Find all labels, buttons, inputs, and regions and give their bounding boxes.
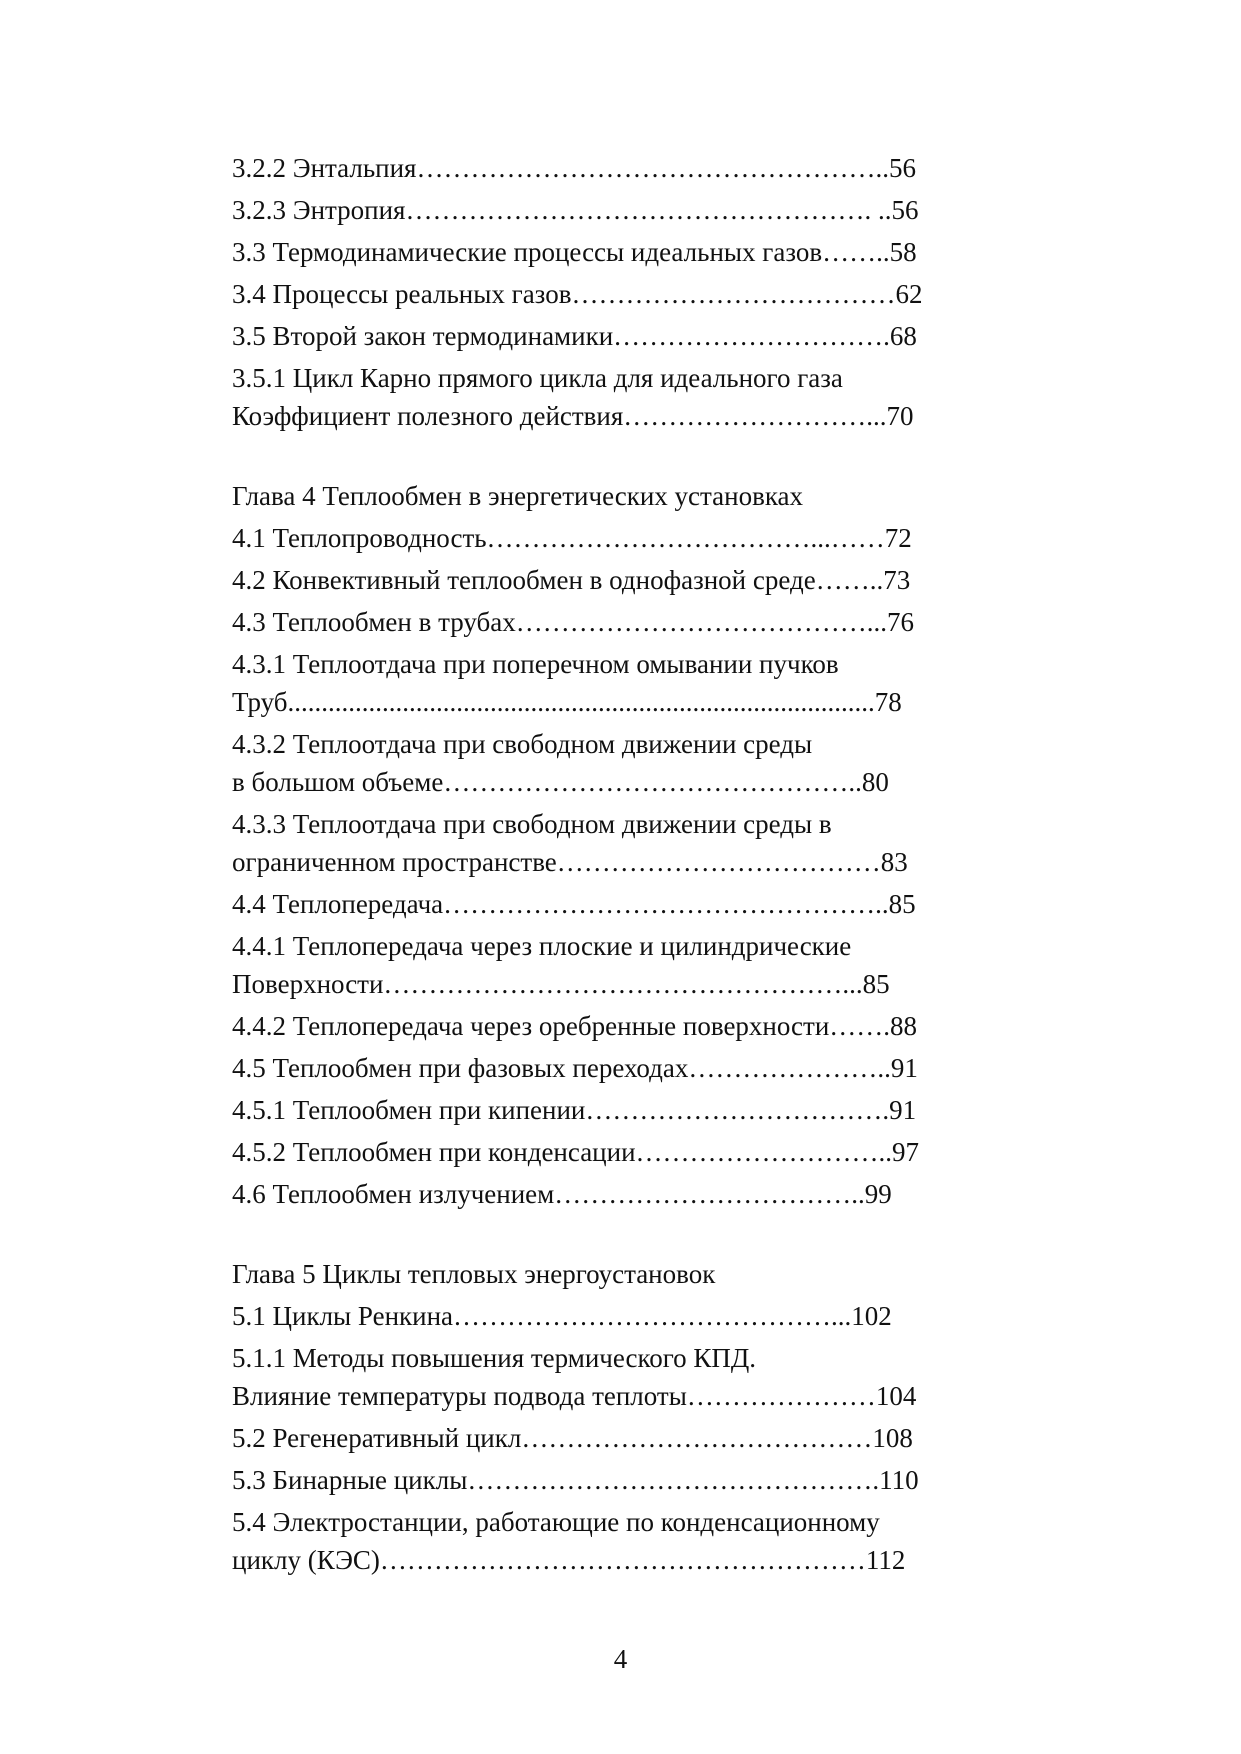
toc-entry: 4.3.2 Теплоотдача при свободном движении среды <box>232 729 813 759</box>
toc-entry-continuation: Коэффициент полезного действия………………………...70 <box>232 401 914 431</box>
toc-entry: 4.4.1 Теплопередача через плоские и цилиндрические <box>232 931 852 961</box>
toc-entry: 5.2 Регенеративный цикл…………………………………108 <box>232 1423 913 1453</box>
toc-entry: 4.2 Конвективный теплообмен в однофазной среде……..73 <box>232 565 911 595</box>
toc-entry: 4.4 Теплопередача…………………………………………..85 <box>232 889 916 919</box>
toc-entry: 3.3 Термодинамические процессы идеальных газов……..58 <box>232 237 917 267</box>
toc-entry: 4.6 Теплообмен излучением……………………………..99 <box>232 1179 892 1209</box>
toc-entry-continuation: циклу (КЭС)………………………………………………112 <box>232 1545 906 1575</box>
toc-entry: 4.3.1 Теплоотдача при поперечном омывании пучков <box>232 649 839 679</box>
toc-entry: 3.2.3 Энтропия……………………………………………. ..56 <box>232 195 919 225</box>
toc-entry-continuation: ограниченном пространстве………………………………83 <box>232 847 908 877</box>
toc-entry-continuation: Поверхности……………………………………………...85 <box>232 969 890 999</box>
toc-entry: 3.5.1 Цикл Карно прямого цикла для идеального газа <box>232 363 843 393</box>
toc-entry: 4.4.2 Теплопередача через оребренные поверхности…….88 <box>232 1011 918 1041</box>
toc-entry: 5.1 Циклы Ренкина……………………………………...102 <box>232 1301 892 1331</box>
toc-entry: 4.5 Теплообмен при фазовых переходах…………………..91 <box>232 1053 918 1083</box>
toc-entry: 3.4 Процессы реальных газов………………………………62 <box>232 279 923 309</box>
page-number: 4 <box>613 1644 628 1674</box>
toc-chapter-heading: Глава 4 Теплообмен в энергетических установках <box>232 481 804 511</box>
toc-entry: 4.3.3 Теплоотдача при свободном движении среды в <box>232 809 832 839</box>
toc-entry-continuation: Труб.......................................................................................78 <box>232 687 902 717</box>
toc-entry: 5.4 Электростанции, работающие по конденсационному <box>232 1507 880 1537</box>
toc-entry: 4.5.2 Теплообмен при конденсации………………………..97 <box>232 1137 920 1167</box>
toc-entry: 4.1 Теплопроводность………………………………...……72 <box>232 523 912 553</box>
toc-entry-continuation: в большом объеме………………………………………..80 <box>232 767 889 797</box>
toc-entry: 4.3 Теплообмен в трубах…………………………………...76 <box>232 607 915 637</box>
toc-entry: 5.3 Бинарные циклы……………………………………….110 <box>232 1465 919 1495</box>
toc-entry: 4.5.1 Теплообмен при кипении…………………………….91 <box>232 1095 917 1125</box>
table-of-contents <box>232 149 972 1579</box>
toc-entry: 3.5 Второй закон термодинамики………………………….68 <box>232 321 917 351</box>
toc-entry: 5.1.1 Методы повышения термического КПД. <box>232 1343 757 1373</box>
toc-entry: 3.2.2 Энтальпия……………………………………………..56 <box>232 153 916 183</box>
toc-chapter-heading: Глава 5 Циклы тепловых энергоустановок <box>232 1259 716 1289</box>
toc-entry-continuation: Влияние температуры подвода теплоты…………………104 <box>232 1381 917 1411</box>
